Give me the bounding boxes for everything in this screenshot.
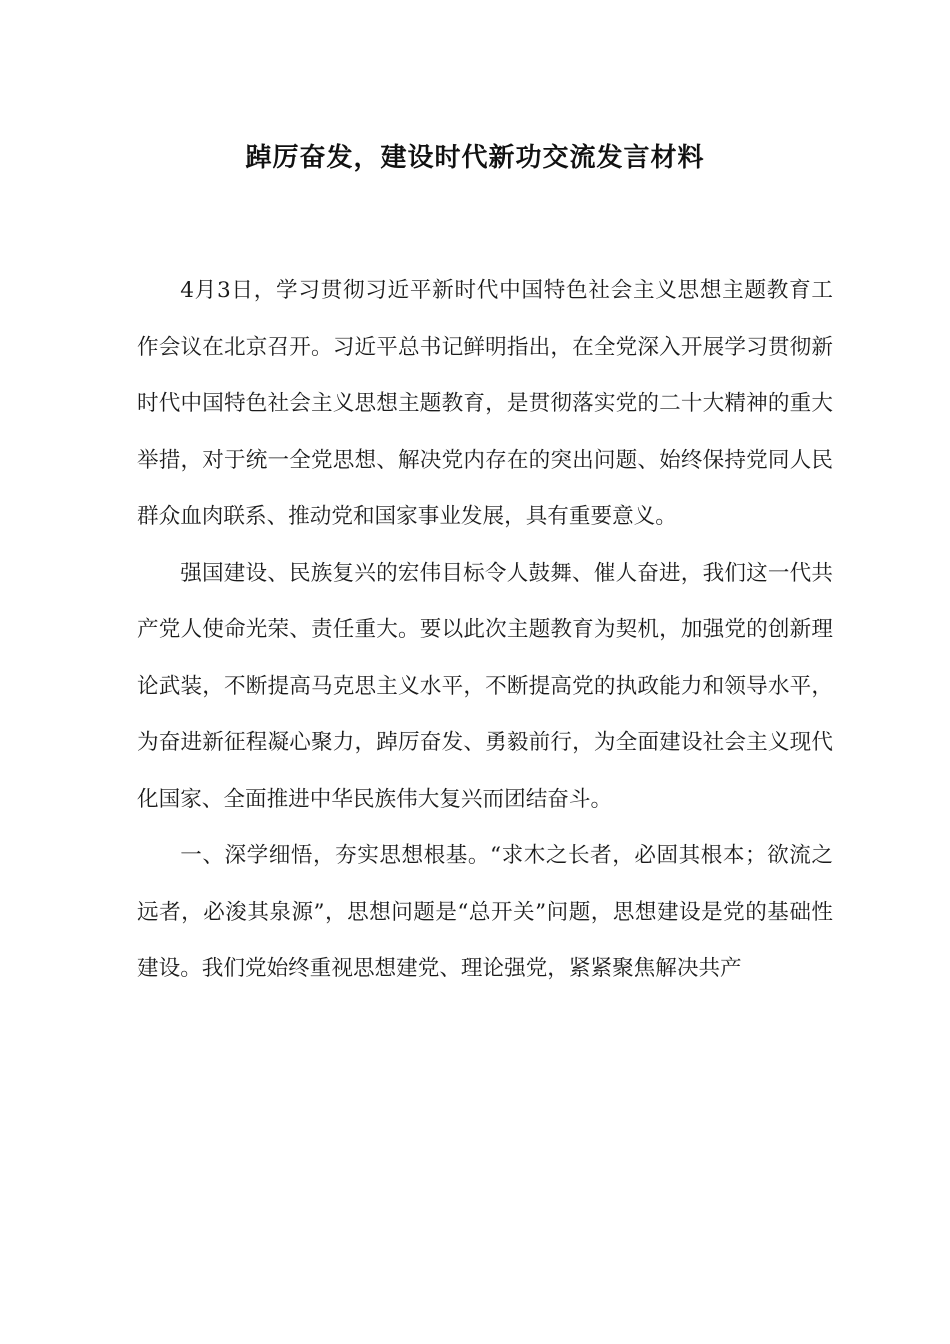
paragraph-3: 一、深学细悟，夯实思想根基。“求木之长者，必固其根本；欲流之远者，必浚其泉源”，思想问题是“总开关”问题，思想建设是党的基础性建设。我们党始终重视思想建党、理论强党，紧紧聚焦解决共产: [137, 843, 833, 981]
document-title: 踔厉奋发，建设时代新功交流发言材料: [245, 143, 705, 173]
document-body: [137, 263, 833, 998]
paragraph-2: 强国建设、民族复兴的宏伟目标令人鼓舞、催人奋进，我们这一代共产党人使命光荣、责任重大。要以此次主题教育为契机，加强党的创新理论武装，不断提高马克思主义水平，不断提高党的执政能力和领导水平，为奋进新征程凝心聚力，踔厉奋发、勇毅前行，为全面建设社会主义现代化国家、全面推进中华民族伟大复兴而团结奋斗。: [137, 560, 833, 812]
paragraph-1: 4月3日，学习贯彻习近平新时代中国特色社会主义思想主题教育工作会议在北京召开。习近平总书记鲜明指出，在全党深入开展学习贯彻新时代中国特色社会主义思想主题教育，是贯彻落实党的二十大精神的重大举措，对于统一全党思想、解决党内存在的突出问题、始终保持党同人民群众血肉联系、推动党和国家事业发展，具有重要意义。: [137, 278, 833, 529]
